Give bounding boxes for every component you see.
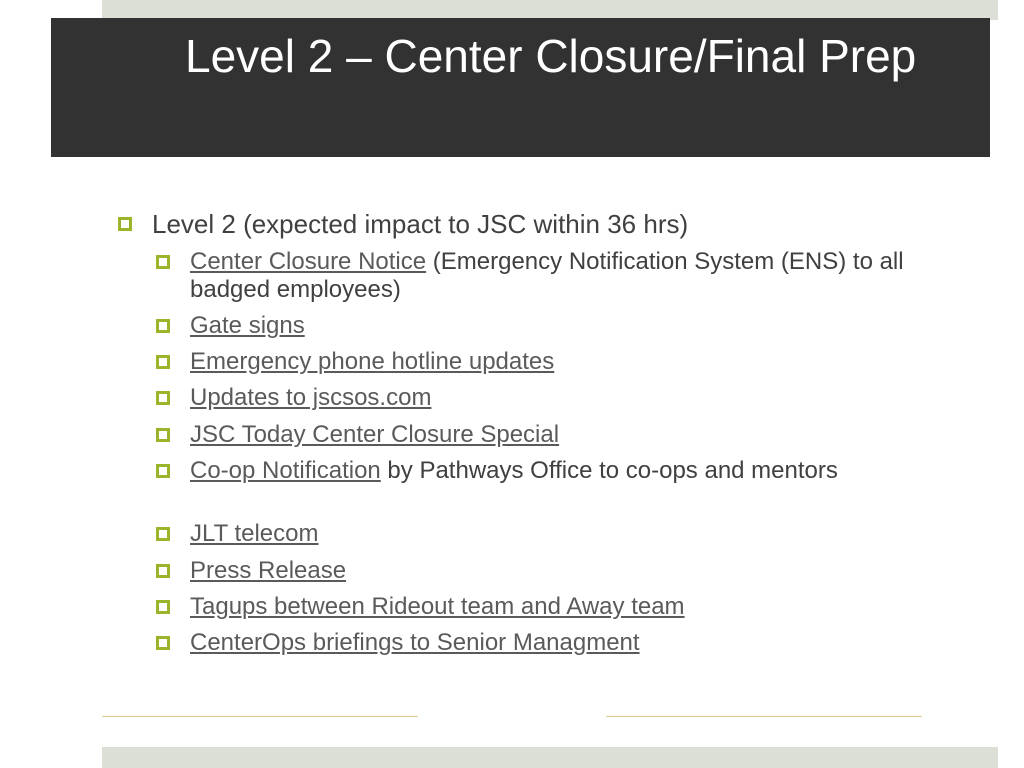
list-item-text: by Pathways Office to co-ops and mentors bbox=[380, 457, 838, 484]
square-bullet-icon bbox=[156, 391, 170, 405]
center-closure-notice-link[interactable]: Center Closure Notice bbox=[190, 248, 427, 275]
list-item bbox=[190, 348, 950, 376]
footer-divider-left bbox=[102, 716, 418, 717]
square-bullet-icon bbox=[156, 464, 170, 478]
square-bullet-icon bbox=[156, 355, 170, 369]
list-item bbox=[190, 593, 950, 621]
square-bullet-icon bbox=[156, 319, 170, 333]
square-bullet-icon bbox=[156, 527, 170, 541]
footer-divider-right bbox=[606, 716, 922, 717]
list-item-text: (Emergency Notification System (ENS) to all badged employees) bbox=[190, 248, 904, 303]
square-bullet-icon bbox=[156, 600, 170, 614]
list-item bbox=[190, 312, 950, 340]
emergency-phone-hotline-link[interactable]: Emergency phone hotline updates bbox=[190, 348, 555, 375]
square-bullet-icon bbox=[156, 636, 170, 650]
bottom-decor-band bbox=[102, 747, 998, 768]
jsc-today-special-link[interactable]: JSC Today Center Closure Special bbox=[190, 421, 560, 448]
list-item bbox=[190, 557, 950, 585]
list-item bbox=[190, 248, 950, 304]
list-item bbox=[190, 421, 950, 449]
list-item bbox=[190, 629, 950, 657]
square-bullet-icon bbox=[156, 428, 170, 442]
list-item bbox=[190, 457, 950, 485]
square-bullet-icon bbox=[156, 255, 170, 269]
level1-bullet-text: Level 2 (expected impact to JSC within 36 hrs) bbox=[152, 209, 689, 239]
co-op-notification-link[interactable]: Co-op Notification bbox=[190, 457, 381, 484]
press-release-link[interactable]: Press Release bbox=[190, 557, 347, 584]
slide-title: Level 2 – Center Closure/Final Prep bbox=[185, 30, 917, 82]
list-item bbox=[190, 520, 950, 548]
centerops-briefings-link[interactable]: CenterOps briefings to Senior Managment bbox=[190, 629, 640, 656]
list-item bbox=[190, 384, 950, 412]
square-bullet-icon bbox=[156, 564, 170, 578]
gate-signs-link[interactable]: Gate signs bbox=[190, 312, 305, 339]
updates-jscsos-link[interactable]: Updates to jscsos.com bbox=[190, 384, 432, 411]
tagups-link[interactable]: Tagups between Rideout team and Away team bbox=[190, 593, 685, 620]
jlt-telecom-link[interactable]: JLT telecom bbox=[190, 520, 319, 547]
square-bullet-icon bbox=[118, 217, 132, 231]
